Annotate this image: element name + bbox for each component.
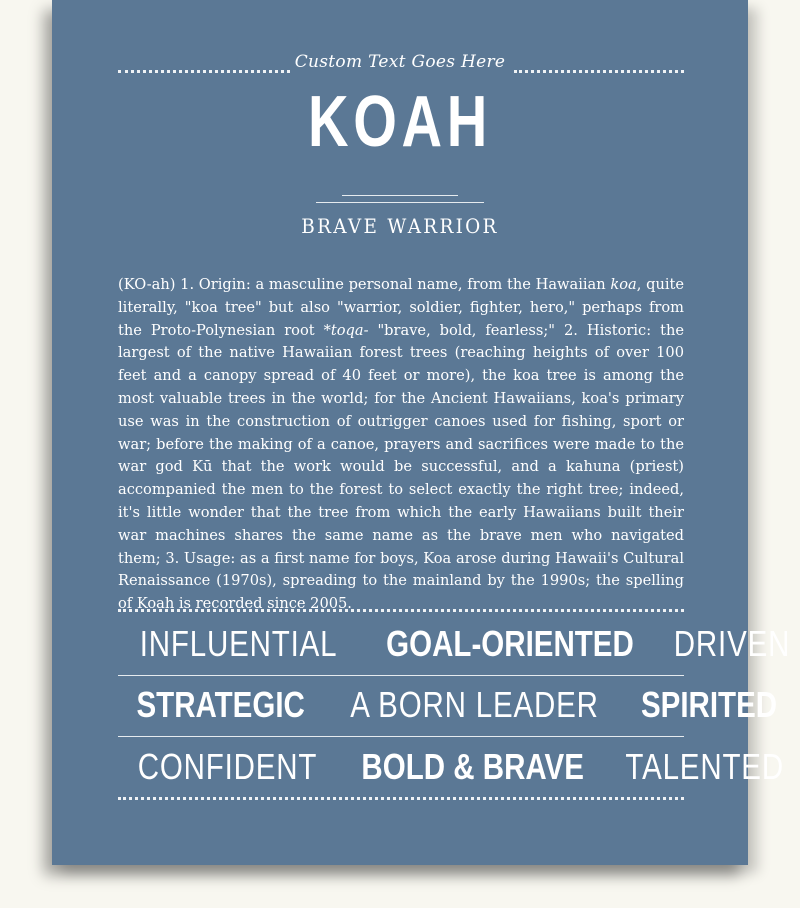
name-meaning: BRAVE WARRIOR	[301, 214, 499, 238]
name-underline-1	[342, 195, 458, 196]
traits-row-2	[118, 683, 778, 727]
dotted-divider-bottom	[118, 797, 684, 800]
definition-koa: koa	[610, 276, 637, 293]
name-title: KOAH	[307, 82, 493, 162]
trait-confident: CONFIDENT	[137, 746, 318, 787]
dotted-divider-middle	[118, 609, 684, 612]
trait-talented: TALENTED	[625, 746, 785, 787]
definition-text: "brave, bold, fearless;" 2. Historic: the largest of the native Hawaiian forest trees (reaching heights of over 100 feet and a canopy spread of 40 feet or more), the koa tree is among the most valuable trees in the world; for the Ancient Hawaiians, koa's primary use was in the construction of outrigger canoes used for fishing, sport or war; before the making of a canoe, prayers and sacrifices were made to the war god Kū that the work would be successful, and a kahuna (priest) accompanied the men to the forest to select exactly the right tree; indeed, it's little wonder that the tree from which the early Hawaiians built their war machines shares the same name as the brave men who navigated them; 3. Usage: as a first name for boys, Koa arose during Hawaii's Cultural Renaissance (1970s), spreading to the mainland by the 1990s; the spelling of Koah is recorded since 2005.	[118, 321, 684, 613]
traits-divider-1	[118, 675, 684, 676]
definition-text: (KO-ah) 1. Origin: a masculine personal name, from the Hawaiian	[118, 276, 611, 293]
trait-bold-and-brave: BOLD & BRAVE	[361, 746, 584, 787]
custom-text: Custom Text Goes Here	[294, 52, 506, 72]
definition-toqa: *toqa-	[323, 321, 369, 339]
trait-spirited: SPIRITED	[641, 684, 778, 725]
traits-row-1	[118, 622, 791, 666]
trait-driven: DRIVEN	[673, 623, 791, 664]
definition-text: , quite literally, "koa tree" but also "warrior, soldier, fighter, hero," perhaps from the Proto-Polynesian root	[118, 276, 685, 339]
trait-influential: INFLUENTIAL	[139, 623, 338, 664]
traits-row-3	[118, 745, 785, 789]
name-underline-2	[316, 202, 484, 203]
name-definition	[118, 274, 684, 616]
trait-strategic: STRATEGIC	[136, 684, 305, 725]
trait-goal-oriented: GOAL-ORIENTED	[386, 623, 634, 664]
traits-divider-2	[118, 736, 684, 737]
trait-a-born-leader: A BORN LEADER	[350, 684, 600, 725]
name-poster	[52, 0, 791, 865]
dotted-divider-top-right	[514, 70, 684, 73]
